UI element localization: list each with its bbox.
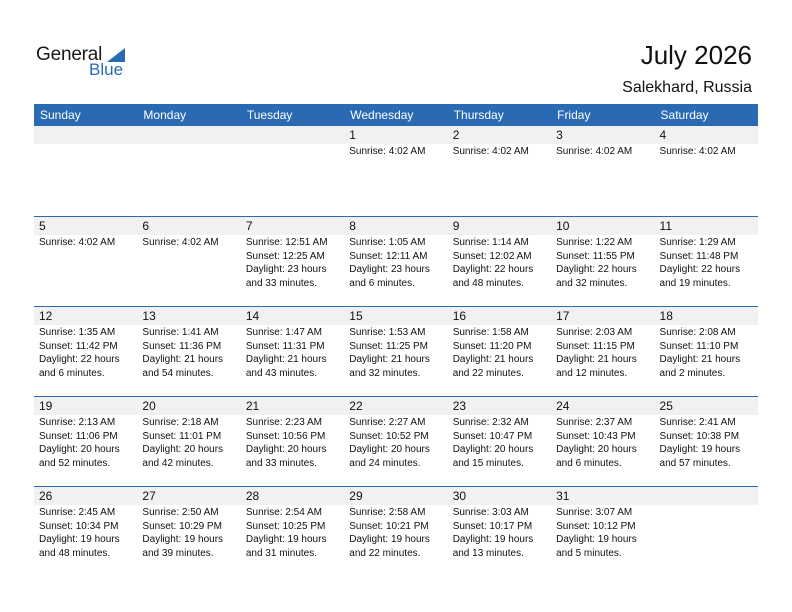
sun-info-line: and 19 minutes.	[659, 277, 731, 289]
calendar-weeks	[34, 126, 758, 576]
sun-info-line: Sunrise: 1:22 AM	[556, 237, 633, 248]
weekday-header-sunday: Sunday	[40, 108, 81, 122]
day-sun-info	[137, 325, 240, 380]
day-number: 30	[452, 489, 467, 503]
day-number: 1	[349, 128, 356, 142]
day-number: 20	[142, 399, 156, 413]
sun-info-line: Sunrise: 4:02 AM	[349, 146, 426, 157]
day-number: 17	[556, 309, 570, 323]
sun-info-line: Sunset: 10:47 PM	[452, 430, 533, 442]
weekday-header-wednesday: Wednesday	[350, 108, 414, 122]
calendar-week-row	[34, 396, 758, 486]
day-cell	[344, 397, 447, 486]
sun-info-line: Sunrise: 2:27 AM	[349, 417, 426, 428]
sun-info-line: Daylight: 20 hours	[452, 444, 534, 455]
day-number: 22	[349, 399, 363, 413]
sun-info-line: Sunset: 10:29 PM	[142, 520, 222, 532]
sun-info-line: and 15 minutes.	[452, 457, 524, 469]
day-cell	[551, 487, 654, 576]
weekday-header-monday: Monday	[143, 108, 187, 122]
day-sun-info	[448, 415, 551, 470]
day-number-bar	[551, 217, 654, 235]
sun-info-line: and 48 minutes.	[39, 547, 111, 559]
day-cell	[551, 307, 654, 396]
sun-info-line: Sunset: 12:11 AM	[349, 250, 428, 262]
day-number-bar	[448, 397, 551, 415]
sun-info-line: Sunset: 11:48 PM	[659, 250, 739, 262]
day-number-bar	[344, 126, 447, 144]
day-sun-info	[655, 144, 758, 159]
day-number: 14	[245, 309, 260, 323]
day-sun-info	[551, 325, 654, 380]
calendar-week-row	[34, 126, 758, 216]
sun-info-line: Sunset: 11:25 PM	[349, 340, 429, 352]
sun-info-line: Sunset: 10:38 PM	[659, 430, 740, 442]
day-number: 3	[556, 128, 563, 142]
sun-info-line: Daylight: 21 hours	[556, 354, 637, 365]
day-cell	[344, 487, 447, 576]
day-cell	[551, 397, 654, 486]
day-sun-info	[34, 235, 137, 250]
sun-info-line: Sunset: 10:12 PM	[556, 520, 636, 532]
sun-info-line: Sunrise: 1:41 AM	[142, 327, 219, 338]
sun-info-line: Sunrise: 2:03 AM	[556, 327, 633, 338]
sun-info-line: Daylight: 21 hours	[245, 354, 327, 365]
day-cell	[448, 217, 551, 306]
day-sun-info	[344, 144, 447, 159]
day-sun-info	[34, 325, 137, 380]
sun-info-line: Daylight: 22 hours	[659, 264, 741, 275]
sun-info-line: and 22 minutes.	[452, 367, 524, 379]
day-number: 25	[659, 399, 673, 413]
sun-info-line: Sunset: 12:02 AM	[452, 250, 532, 262]
location-label: Salekhard, Russia	[622, 79, 752, 96]
day-cell	[241, 307, 344, 396]
day-number-bar	[344, 307, 447, 325]
day-number-bar	[137, 487, 240, 505]
day-cell	[137, 397, 240, 486]
sun-info-line: Sunset: 11:06 PM	[39, 430, 118, 442]
day-sun-info	[551, 235, 654, 290]
sun-info-line: Sunset: 11:42 PM	[39, 340, 118, 352]
day-cell	[448, 126, 551, 216]
sun-info-line: and 42 minutes.	[142, 457, 214, 469]
sun-info-line: and 32 minutes.	[349, 367, 421, 379]
day-number: 31	[556, 489, 570, 503]
day-number: 24	[556, 399, 570, 413]
day-number: 12	[39, 309, 53, 323]
sun-info-line: and 6 minutes.	[39, 367, 105, 379]
day-number-bar	[241, 307, 344, 325]
sun-info-line: and 43 minutes.	[245, 367, 318, 379]
sun-info-line: Daylight: 19 hours	[556, 534, 637, 545]
sun-info-line: Sunrise: 4:02 AM	[556, 146, 633, 157]
sun-info-line: and 5 minutes.	[556, 547, 622, 559]
calendar-grid	[34, 104, 758, 576]
empty-day-bar	[34, 126, 137, 144]
sun-info-line: Sunset: 11:31 PM	[245, 340, 325, 352]
day-number: 2	[452, 128, 460, 142]
day-cell	[241, 487, 344, 576]
day-cell	[448, 307, 551, 396]
day-cell	[655, 126, 758, 216]
sun-info-line: Sunrise: 2:23 AM	[245, 417, 322, 428]
sun-info-line: and 33 minutes.	[245, 457, 318, 469]
sun-info-line: Daylight: 19 hours	[659, 444, 741, 455]
sun-info-line: Sunrise: 2:08 AM	[659, 327, 736, 338]
day-number: 15	[349, 309, 363, 323]
day-number-bar	[241, 487, 344, 505]
sun-info-line: Sunrise: 2:37 AM	[556, 417, 633, 428]
day-number: 21	[245, 399, 260, 413]
day-cell	[34, 487, 137, 576]
day-number: 18	[659, 309, 673, 323]
day-sun-info	[137, 235, 240, 250]
logo-blue-text: Blue	[89, 60, 124, 79]
calendar-week-row	[34, 306, 758, 396]
sun-info-line: Daylight: 20 hours	[39, 444, 120, 455]
sun-info-line: Sunrise: 4:02 AM	[142, 237, 219, 248]
day-sun-info	[344, 325, 447, 380]
day-number-bar	[655, 307, 758, 325]
sun-info-line: and 31 minutes.	[245, 547, 318, 559]
day-cell	[241, 397, 344, 486]
sun-info-line: Daylight: 22 hours	[556, 264, 637, 275]
day-sun-info	[551, 144, 654, 159]
day-number: 11	[659, 219, 672, 233]
weekday-header-friday: Friday	[557, 108, 591, 122]
sun-info-line: Daylight: 23 hours	[349, 264, 430, 275]
day-sun-info	[655, 235, 758, 290]
day-sun-info	[241, 235, 344, 290]
day-sun-info	[241, 415, 344, 470]
sun-info-line: Daylight: 19 hours	[142, 534, 224, 545]
sun-info-line: Daylight: 20 hours	[142, 444, 224, 455]
day-cell	[448, 397, 551, 486]
day-number: 9	[452, 219, 460, 233]
sun-info-line: Sunrise: 4:02 AM	[659, 146, 736, 157]
weekday-header-saturday: Saturday	[660, 108, 709, 122]
weekday-header-row	[34, 104, 758, 126]
day-number-bar	[137, 397, 240, 415]
sun-info-line: Sunset: 10:25 PM	[245, 520, 326, 532]
sun-info-line: Sunrise: 1:14 AM	[452, 237, 529, 248]
day-number-bar	[551, 126, 654, 144]
sun-info-line: Sunrise: 12:51 AM	[245, 237, 328, 248]
day-number: 8	[349, 219, 356, 233]
sun-info-line: Sunset: 11:20 PM	[452, 340, 532, 352]
day-sun-info	[241, 505, 344, 560]
empty-day-cell	[655, 487, 758, 576]
sun-info-line: Daylight: 21 hours	[659, 354, 741, 365]
day-sun-info	[137, 505, 240, 560]
logo	[36, 44, 136, 84]
sun-info-line: and 12 minutes.	[556, 367, 628, 379]
day-cell	[344, 307, 447, 396]
sun-info-line: Sunrise: 2:41 AM	[659, 417, 736, 428]
day-cell	[137, 307, 240, 396]
sun-info-line: Sunset: 11:15 PM	[556, 340, 635, 352]
day-number: 6	[142, 219, 150, 233]
day-cell	[655, 397, 758, 486]
day-cell	[448, 487, 551, 576]
sun-info-line: Sunrise: 1:05 AM	[349, 237, 426, 248]
day-number-bar	[241, 397, 344, 415]
sun-info-line: Sunrise: 1:35 AM	[39, 327, 116, 338]
day-sun-info	[344, 235, 447, 290]
day-cell	[34, 307, 137, 396]
day-number: 26	[39, 489, 53, 503]
sun-info-line: Daylight: 19 hours	[245, 534, 327, 545]
sun-info-line: and 6 minutes.	[349, 277, 415, 289]
empty-day-cell	[241, 126, 344, 216]
sun-info-line: and 2 minutes.	[659, 367, 726, 379]
weekday-header-tuesday: Tuesday	[246, 108, 293, 122]
day-number-bar	[448, 307, 551, 325]
day-number: 23	[452, 399, 467, 413]
sun-info-line: Sunrise: 2:50 AM	[142, 507, 219, 518]
day-sun-info	[448, 325, 551, 380]
sun-info-line: and 24 minutes.	[349, 457, 421, 469]
day-number-bar	[344, 397, 447, 415]
sun-info-line: Daylight: 21 hours	[349, 354, 430, 365]
day-sun-info	[241, 325, 344, 380]
sun-info-line: Sunrise: 2:58 AM	[349, 507, 426, 518]
sun-info-line: and 22 minutes.	[349, 547, 421, 559]
day-number-bar	[344, 487, 447, 505]
day-number-bar	[34, 397, 137, 415]
sun-info-line: Sunrise: 1:58 AM	[452, 327, 529, 338]
sun-info-line: Daylight: 20 hours	[349, 444, 430, 455]
day-number: 29	[349, 489, 363, 503]
sun-info-line: and 32 minutes.	[556, 277, 628, 289]
day-number: 4	[659, 128, 667, 142]
sun-info-line: Sunrise: 4:02 AM	[452, 146, 529, 157]
sun-info-line: Sunrise: 1:53 AM	[349, 327, 426, 338]
day-number-bar	[137, 217, 240, 235]
sun-info-line: Daylight: 23 hours	[245, 264, 327, 275]
sun-info-line: Sunrise: 2:54 AM	[245, 507, 322, 518]
day-cell	[655, 217, 758, 306]
day-sun-info	[551, 505, 654, 560]
calendar-week-row	[34, 486, 758, 576]
sun-info-line: Sunrise: 2:18 AM	[142, 417, 219, 428]
sun-info-line: Daylight: 20 hours	[556, 444, 637, 455]
day-number-bar	[448, 126, 551, 144]
day-number-bar	[551, 397, 654, 415]
empty-day-cell	[137, 126, 240, 216]
logo-general-text: General	[36, 44, 103, 65]
day-number-bar	[448, 487, 551, 505]
sun-info-line: and 52 minutes.	[39, 457, 111, 469]
sun-info-line: Daylight: 22 hours	[452, 264, 534, 275]
sun-info-line: Sunset: 10:34 PM	[39, 520, 119, 532]
day-number: 5	[39, 219, 46, 233]
day-sun-info	[448, 235, 551, 290]
day-cell	[34, 217, 137, 306]
sun-info-line: Daylight: 22 hours	[39, 354, 120, 365]
sun-info-line: and 48 minutes.	[452, 277, 524, 289]
day-sun-info	[551, 415, 654, 470]
sun-info-line: Sunset: 10:21 PM	[349, 520, 429, 532]
day-number-bar	[655, 126, 758, 144]
sun-info-line: Daylight: 20 hours	[245, 444, 327, 455]
empty-day-bar	[241, 126, 344, 144]
day-number-bar	[448, 217, 551, 235]
day-sun-info	[655, 415, 758, 470]
day-number: 27	[142, 489, 156, 503]
day-cell	[34, 397, 137, 486]
day-sun-info	[448, 505, 551, 560]
sun-info-line: Sunrise: 3:03 AM	[452, 507, 529, 518]
day-number-bar	[241, 217, 344, 235]
day-number-bar	[34, 487, 137, 505]
sun-info-line: Sunrise: 3:07 AM	[556, 507, 633, 518]
sun-info-line: Sunset: 11:36 PM	[142, 340, 222, 352]
sun-info-line: Sunset: 11:01 PM	[142, 430, 222, 442]
empty-day-cell	[34, 126, 137, 216]
sun-info-line: Sunrise: 2:32 AM	[452, 417, 529, 428]
day-number: 7	[245, 219, 253, 233]
sun-info-line: Sunset: 11:55 PM	[556, 250, 635, 262]
day-number-bar	[655, 217, 758, 235]
day-cell	[551, 217, 654, 306]
sun-info-line: Sunset: 10:43 PM	[556, 430, 636, 442]
day-cell	[137, 217, 240, 306]
sun-info-line: Daylight: 21 hours	[452, 354, 534, 365]
sun-info-line: and 13 minutes.	[452, 547, 524, 559]
day-number: 13	[142, 309, 156, 323]
sun-info-line: Daylight: 21 hours	[142, 354, 224, 365]
day-sun-info	[344, 505, 447, 560]
sun-info-line: Sunset: 11:10 PM	[659, 340, 739, 352]
sun-info-line: Sunset: 10:52 PM	[349, 430, 429, 442]
sun-info-line: Daylight: 19 hours	[349, 534, 430, 545]
day-cell	[655, 307, 758, 396]
sun-info-line: Sunrise: 1:29 AM	[659, 237, 736, 248]
day-cell	[344, 126, 447, 216]
day-number: 16	[452, 309, 467, 323]
empty-day-bar	[137, 126, 240, 144]
day-number-bar	[34, 217, 137, 235]
day-sun-info	[344, 415, 447, 470]
day-number: 10	[556, 219, 570, 233]
day-number-bar	[551, 487, 654, 505]
day-sun-info	[655, 325, 758, 380]
sun-info-line: and 6 minutes.	[556, 457, 622, 469]
day-cell	[137, 487, 240, 576]
day-cell	[551, 126, 654, 216]
sun-info-line: Daylight: 19 hours	[39, 534, 120, 545]
day-sun-info	[34, 505, 137, 560]
calendar-week-row	[34, 216, 758, 306]
sun-info-line: Sunset: 12:25 AM	[245, 250, 325, 262]
sun-info-line: and 33 minutes.	[245, 277, 318, 289]
day-number-bar	[551, 307, 654, 325]
sun-info-line: Daylight: 19 hours	[452, 534, 534, 545]
day-sun-info	[448, 144, 551, 159]
sun-info-line: and 39 minutes.	[142, 547, 214, 559]
day-sun-info	[34, 415, 137, 470]
sun-info-line: and 57 minutes.	[659, 457, 731, 469]
sun-info-line: and 54 minutes.	[142, 367, 214, 379]
day-number: 19	[39, 399, 53, 413]
day-sun-info	[137, 415, 240, 470]
day-cell	[241, 217, 344, 306]
sun-info-line: Sunrise: 2:13 AM	[39, 417, 116, 428]
sun-info-line: Sunrise: 4:02 AM	[39, 237, 116, 248]
sun-info-line: Sunset: 10:17 PM	[452, 520, 533, 532]
day-number: 28	[245, 489, 260, 503]
sun-info-line: Sunrise: 1:47 AM	[245, 327, 322, 338]
day-number-bar	[655, 397, 758, 415]
page-title: July 2026	[640, 40, 752, 70]
empty-day-bar	[655, 487, 758, 505]
day-number-bar	[137, 307, 240, 325]
day-cell	[344, 217, 447, 306]
weekday-header-thursday: Thursday	[453, 108, 504, 122]
sun-info-line: Sunrise: 2:45 AM	[39, 507, 116, 518]
day-number-bar	[344, 217, 447, 235]
sun-info-line: Sunset: 10:56 PM	[245, 430, 326, 442]
day-number-bar	[34, 307, 137, 325]
